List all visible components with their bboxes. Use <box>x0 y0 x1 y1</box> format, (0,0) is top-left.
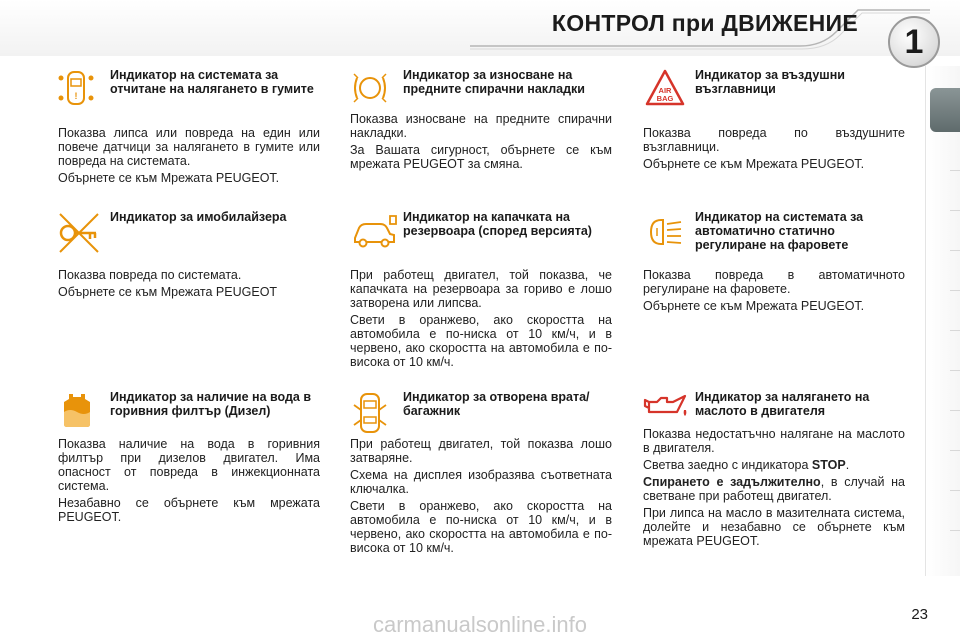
block-heading: Индикатор за въздушни възглавници <box>695 68 845 96</box>
door-open-icon <box>352 390 388 436</box>
water-in-fuel-icon <box>60 390 94 430</box>
block-body <box>58 268 320 302</box>
block-body <box>58 126 320 188</box>
tab-divider <box>950 450 960 451</box>
tab-divider <box>950 370 960 371</box>
airbag-icon <box>645 68 685 108</box>
tab-divider <box>950 170 960 171</box>
tab-divider <box>950 410 960 411</box>
block-paragraph: Незабавно се обърнете към мрежата PEUGEOT. <box>58 496 320 524</box>
block-paragraph: Схема на дисплея изобразява съответната ключалка. <box>350 468 612 496</box>
block-heading: Индикатор на капачката на резервоара (според версията) <box>403 210 592 238</box>
block-paragraph: Свети в оранжево, ако скоростта на автомобила е по-ниска от 10 км/ч, и в червено, ако скоростта на автомобила е по-висока от 10 км/ч. <box>350 313 612 369</box>
tab-divider <box>950 490 960 491</box>
block-body <box>350 112 612 174</box>
block-paragraph: Показва повреда по системата. <box>58 268 242 282</box>
page-title: КОНТРОЛ при ДВИЖЕНИЕ <box>551 10 858 36</box>
block-heading: Индикатор за износване на предните спирачни накладки <box>403 68 585 96</box>
tire-pressure-icon <box>56 68 96 108</box>
block-heading: Индикатор за наличие на вода в горивния филтър (Дизел) <box>110 390 312 418</box>
tab-divider <box>950 530 960 531</box>
chapter-badge: 1 <box>888 16 940 68</box>
emphasis-text: Спирането е задължително <box>643 475 821 489</box>
immobilizer-key-icon <box>56 210 102 256</box>
block-heading: Индикатор на системата за отчитане на налягането в гумите <box>110 68 314 96</box>
block-paragraph: Показва повреда в автоматичното регулиране на фаровете. <box>643 268 905 296</box>
block-body <box>58 437 320 527</box>
oil-can-icon <box>643 392 689 422</box>
tab-divider <box>950 290 960 291</box>
block-heading: Индикатор на системата за автоматично статично регулиране на фаровете <box>695 210 864 252</box>
block-paragraph: При работещ двигател, той показва лошо затваряне. <box>350 437 612 465</box>
svg-text:!: ! <box>74 91 78 101</box>
block-paragraph: Показва повреда по въздушните възглавници. <box>643 126 905 154</box>
block-body <box>643 427 905 551</box>
block-paragraph: Показва липса или повреда на един или повече датчици за налягането в гумите или повреда на системата. <box>58 126 320 168</box>
block-paragraph: Обърнете се към Мрежата PEUGEOT. <box>58 171 280 185</box>
page-number: 23 <box>911 606 928 623</box>
block-paragraph: Показва недостатъчно налягане на маслото в двигателя. <box>643 427 905 455</box>
block-paragraph: При работещ двигател, той показва, че капачката на резервоара за гориво е лошо затворена или липсва. <box>350 268 612 310</box>
block-paragraph: Обърнете се към Мрежата PEUGEOT <box>58 285 278 299</box>
headlamp-leveling-icon <box>645 212 685 252</box>
block-body <box>350 437 612 558</box>
block-body <box>350 268 612 372</box>
chapter-tabs <box>925 66 960 576</box>
brake-pad-wear-icon <box>350 68 390 108</box>
emphasis-text: STOP <box>811 458 846 472</box>
block-paragraph: Показва износване на предните спирачни накладки. <box>350 112 612 140</box>
watermark: carmanualsonline.info <box>372 612 588 637</box>
svg-text:AIR: AIR <box>658 86 672 95</box>
chapter-tab-1[interactable] <box>930 88 960 132</box>
tab-divider <box>950 210 960 211</box>
svg-text:BAG: BAG <box>656 94 674 103</box>
block-paragraph: Обърнете се към Мрежата PEUGEOT. <box>643 157 865 171</box>
block-paragraph: Показва наличие на вода в горивния филтър при дизелов двигател. Има опасност от повреда в инжекционната система. <box>58 437 320 493</box>
block-body <box>643 126 905 174</box>
block-paragraph: При липса на масло в мазителната система, долейте и незабавно се обърнете към мрежата PEUGEOT. <box>643 506 905 548</box>
block-paragraph: Свети в оранжево, ако скоростта на автомобила е по-ниска от 10 км/ч, и в червено, ако скоростта на автомобила е по-висока от 10 км/ч. <box>350 499 612 555</box>
block-body <box>643 268 905 316</box>
block-paragraph: Обърнете се към Мрежата PEUGEOT. <box>643 299 865 313</box>
tab-divider <box>950 250 960 251</box>
block-paragraph: Спирането е задължително, в случай на светване при работещ двигател. <box>643 475 905 503</box>
tab-divider <box>950 330 960 331</box>
block-paragraph: Светва заедно с индикатора STOP. <box>643 458 850 472</box>
block-heading: Индикатор за налягането на маслото в двигателя <box>695 390 870 418</box>
block-heading: Индикатор за имобилайзера <box>110 210 287 224</box>
header-bar <box>0 0 960 56</box>
block-heading: Индикатор за отворена врата/багажник <box>403 390 590 418</box>
block-paragraph: За Вашата сигурност, обърнете се към мрежата PEUGEOT за смяна. <box>350 143 612 171</box>
fuel-cap-icon <box>352 212 398 252</box>
